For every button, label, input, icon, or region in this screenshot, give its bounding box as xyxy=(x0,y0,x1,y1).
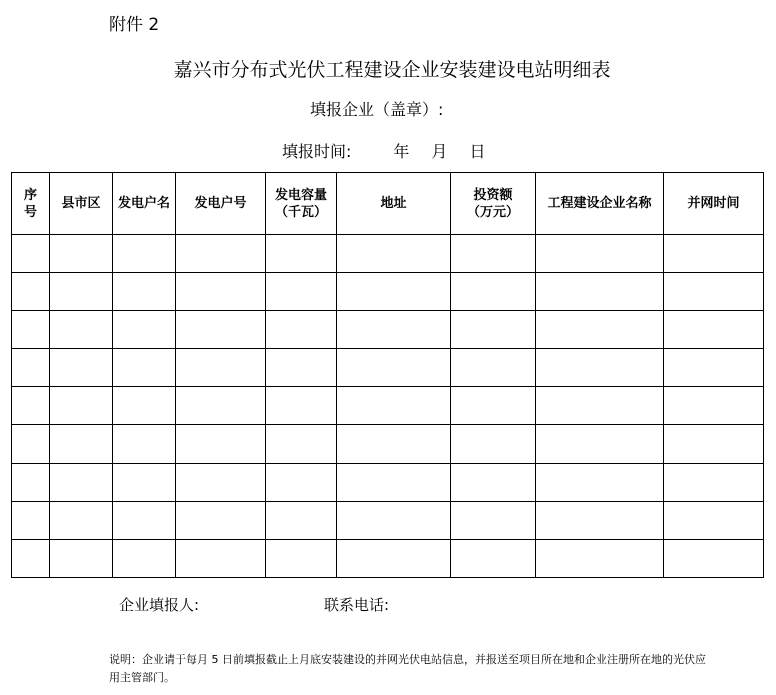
table-cell[interactable] xyxy=(50,425,113,463)
table-cell[interactable] xyxy=(12,539,50,577)
table-cell[interactable] xyxy=(113,311,176,349)
table-cell[interactable] xyxy=(266,349,337,387)
table-cell[interactable] xyxy=(113,539,176,577)
col-header-investment: 投资额（万元） xyxy=(451,173,536,235)
table-cell[interactable] xyxy=(113,425,176,463)
table-cell[interactable] xyxy=(664,387,764,425)
table-cell[interactable] xyxy=(12,311,50,349)
table-cell[interactable] xyxy=(113,463,176,501)
table-cell[interactable] xyxy=(536,349,664,387)
table-cell[interactable] xyxy=(50,501,113,539)
table-cell[interactable] xyxy=(451,501,536,539)
table-cell[interactable] xyxy=(176,539,266,577)
col-header-contractor: 工程建设企业名称 xyxy=(536,173,664,235)
table-cell[interactable] xyxy=(50,387,113,425)
table-cell[interactable] xyxy=(50,311,113,349)
table-cell[interactable] xyxy=(664,311,764,349)
station-detail-table xyxy=(11,172,764,578)
table-cell[interactable] xyxy=(536,235,664,273)
explanatory-note: 说明：企业请于每月 5 日前填报截止上月底安装建设的并网光伏电站信息，并报送至项目所在地和企业注册所在地的光伏应用主管部门。 xyxy=(109,653,706,684)
table-row xyxy=(12,311,764,349)
table-row xyxy=(12,387,764,425)
table-cell[interactable] xyxy=(337,349,451,387)
table-cell[interactable] xyxy=(50,349,113,387)
fill-time-line xyxy=(282,142,485,162)
table-cell[interactable] xyxy=(664,235,764,273)
table-cell[interactable] xyxy=(113,387,176,425)
col-header-address: 地址 xyxy=(337,173,451,235)
table-cell[interactable] xyxy=(664,425,764,463)
table-cell[interactable] xyxy=(451,235,536,273)
fill-time-year: 年 xyxy=(393,142,410,161)
table-cell[interactable] xyxy=(113,349,176,387)
table-cell[interactable] xyxy=(113,273,176,311)
table-cell[interactable] xyxy=(451,273,536,311)
table-cell[interactable] xyxy=(176,311,266,349)
table-cell[interactable] xyxy=(266,311,337,349)
table-cell[interactable] xyxy=(536,425,664,463)
reporter-label: 企业填报人: xyxy=(119,596,200,614)
fill-time-month: 月 xyxy=(431,142,448,161)
table-cell[interactable] xyxy=(113,235,176,273)
table-cell[interactable] xyxy=(12,387,50,425)
table-cell[interactable] xyxy=(266,235,337,273)
table-cell[interactable] xyxy=(176,501,266,539)
table-cell[interactable] xyxy=(176,349,266,387)
table-cell[interactable] xyxy=(12,349,50,387)
table-cell[interactable] xyxy=(50,235,113,273)
table-cell[interactable] xyxy=(12,501,50,539)
table-header-row xyxy=(12,173,764,235)
table-cell[interactable] xyxy=(176,273,266,311)
table-cell[interactable] xyxy=(337,273,451,311)
table-cell[interactable] xyxy=(266,425,337,463)
table-row xyxy=(12,235,764,273)
table-cell[interactable] xyxy=(176,387,266,425)
table-cell[interactable] xyxy=(50,463,113,501)
table-cell[interactable] xyxy=(337,235,451,273)
table-cell[interactable] xyxy=(12,235,50,273)
table-cell[interactable] xyxy=(337,425,451,463)
table-cell[interactable] xyxy=(113,501,176,539)
fill-time-label: 填报时间: xyxy=(282,142,352,161)
col-header-county: 县市区 xyxy=(50,173,113,235)
table-cell[interactable] xyxy=(536,539,664,577)
table-cell[interactable] xyxy=(50,539,113,577)
table-row xyxy=(12,501,764,539)
phone-label: 联系电话: xyxy=(324,596,390,614)
table-cell[interactable] xyxy=(337,463,451,501)
table-cell[interactable] xyxy=(266,387,337,425)
table-cell[interactable] xyxy=(664,501,764,539)
table-row xyxy=(12,273,764,311)
col-header-grid-time: 并网时间 xyxy=(664,173,764,235)
table-cell[interactable] xyxy=(12,463,50,501)
table-cell[interactable] xyxy=(176,235,266,273)
table-cell[interactable] xyxy=(664,539,764,577)
table-cell[interactable] xyxy=(176,425,266,463)
col-header-owner-no: 发电户号 xyxy=(176,173,266,235)
table-row xyxy=(12,425,764,463)
table-cell[interactable] xyxy=(266,501,337,539)
col-header-owner-name: 发电户名 xyxy=(113,173,176,235)
table-cell[interactable] xyxy=(337,387,451,425)
col-header-seq: 序号 xyxy=(12,173,50,235)
table-cell[interactable] xyxy=(12,273,50,311)
table-cell[interactable] xyxy=(451,311,536,349)
table-cell[interactable] xyxy=(176,463,266,501)
col-header-capacity: 发电容量（千瓦） xyxy=(266,173,337,235)
fill-time-day: 日 xyxy=(469,142,486,161)
table-cell[interactable] xyxy=(536,387,664,425)
table-cell[interactable] xyxy=(12,425,50,463)
filler-company-label: 填报企业（盖章）: xyxy=(310,100,444,119)
table-cell[interactable] xyxy=(664,349,764,387)
table-cell[interactable] xyxy=(451,425,536,463)
attachment-label: 附件 2 xyxy=(109,15,160,35)
table-cell[interactable] xyxy=(266,273,337,311)
table-cell[interactable] xyxy=(266,539,337,577)
table-cell[interactable] xyxy=(337,501,451,539)
table-cell[interactable] xyxy=(451,349,536,387)
table-cell[interactable] xyxy=(337,311,451,349)
table-cell[interactable] xyxy=(536,311,664,349)
table-row xyxy=(12,463,764,501)
table-cell[interactable] xyxy=(664,463,764,501)
table-cell[interactable] xyxy=(451,539,536,577)
table-cell[interactable] xyxy=(664,273,764,311)
table-cell[interactable] xyxy=(536,501,664,539)
page-title: 嘉兴市分布式光伏工程建设企业安装建设电站明细表 xyxy=(173,59,611,81)
table-row xyxy=(12,349,764,387)
table-cell[interactable] xyxy=(337,539,451,577)
table-cell[interactable] xyxy=(266,463,337,501)
table-cell[interactable] xyxy=(536,273,664,311)
table-cell[interactable] xyxy=(536,463,664,501)
table-cell[interactable] xyxy=(451,463,536,501)
table-cell[interactable] xyxy=(451,387,536,425)
table-cell[interactable] xyxy=(50,273,113,311)
table-row xyxy=(12,539,764,577)
